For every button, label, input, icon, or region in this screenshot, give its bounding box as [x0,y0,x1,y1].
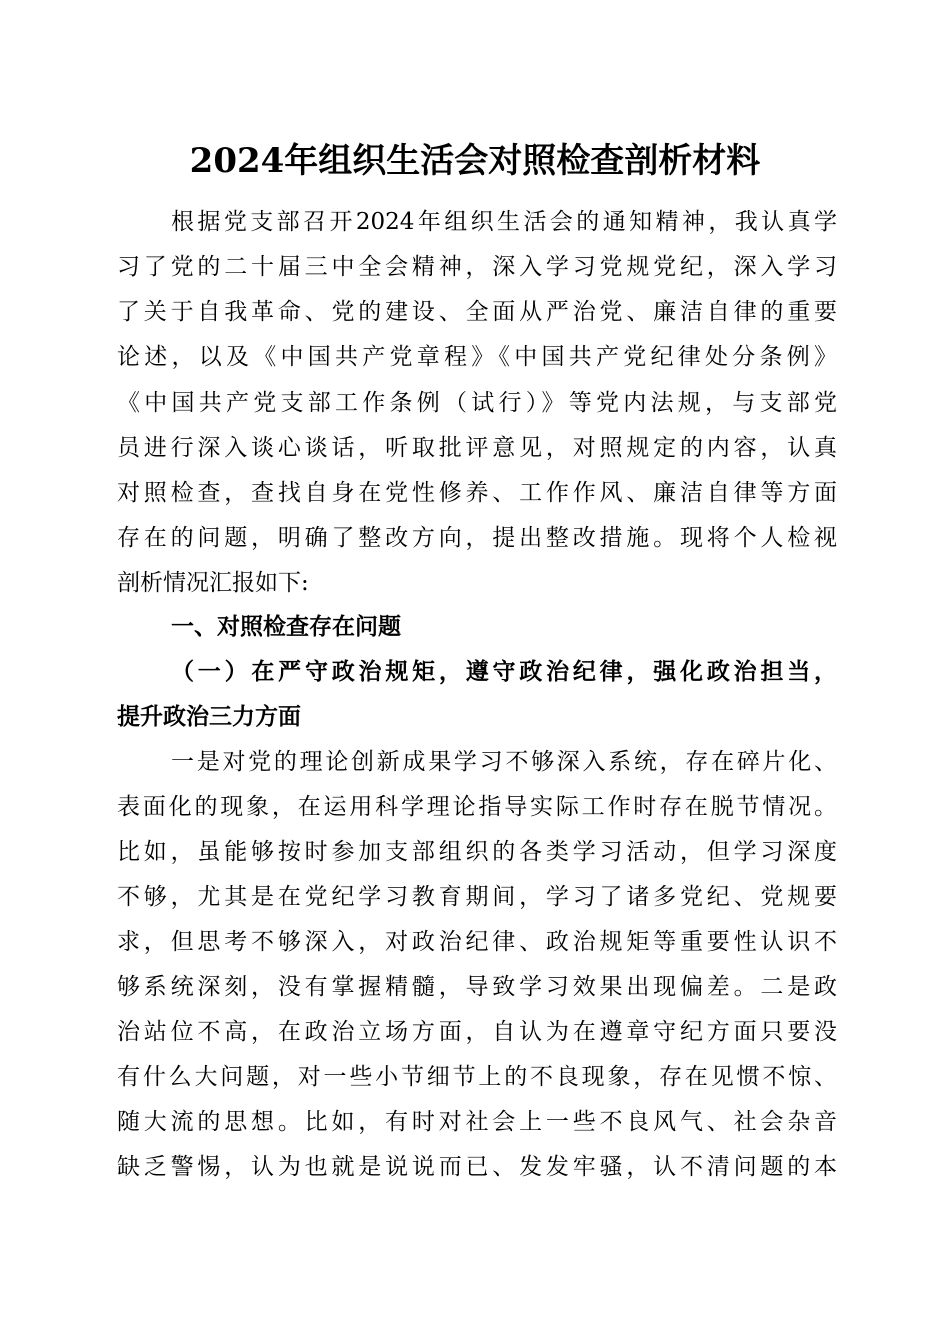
paragraph-line: 够系统深刻，没有掌握精髓，导致学习效果出现偏差。二是政 [117,974,837,1000]
paragraph-line: 随大流的思想。比如，有时对社会上一些不良风气、社会杂音 [117,1109,837,1135]
paragraph-line: 《中国共产党支部工作条例（试行）》等党内法规，与支部党 [117,390,837,416]
paragraph-line: 了关于自我革命、党的建设、全面从严治党、廉洁自律的重要 [117,299,837,325]
paragraph-line: 剖析情况汇报如下: [117,570,309,596]
paragraph-line: 求，但思考不够深入，对政治纪律、政治规矩等重要性认识不 [117,929,837,955]
paragraph-line: 根据党支部召开2024年组织生活会的通知精神，我认真学 [171,209,837,235]
paragraph-line: 论述，以及《中国共产党章程》《中国共产党纪律处分条例》 [117,344,837,370]
subsection-heading: 提升政治三力方面 [117,703,301,730]
paragraph-line: 存在的问题，明确了整改方向，提出整改措施。现将个人检视 [117,525,837,551]
section-heading: 一、对照检查存在问题 [171,614,401,640]
paragraph-line: 对照检查，查找自身在党性修养、工作作风、廉洁自律等方面 [117,480,837,506]
document-title: 2024年组织生活会对照检查剖析材料 [189,141,761,181]
paragraph-line: 一是对党的理论创新成果学习不够深入系统，存在碎片化、 [171,749,837,775]
subsection-heading: （一）在严守政治规矩，遵守政治纪律，强化政治担当， [171,658,837,685]
paragraph-line: 习了党的二十届三中全会精神，深入学习党规党纪，深入学习 [117,254,837,280]
paragraph-line: 员进行深入谈心谈话，听取批评意见，对照规定的内容，认真 [117,435,837,461]
paragraph-line: 治站位不高，在政治立场方面，自认为在遵章守纪方面只要没 [117,1019,837,1045]
paragraph-line: 表面化的现象，在运用科学理论指导实际工作时存在脱节情况。 [117,794,837,820]
paragraph-line: 不够，尤其是在党纪学习教育期间，学习了诸多党纪、党规要 [117,884,837,910]
paragraph-line: 缺乏警惕，认为也就是说说而已、发发牢骚，认不清问题的本 [117,1154,837,1180]
paragraph-line: 有什么大问题，对一些小节细节上的不良现象，存在见惯不惊、 [117,1064,837,1090]
paragraph-line: 比如，虽能够按时参加支部组织的各类学习活动，但学习深度 [117,839,837,865]
